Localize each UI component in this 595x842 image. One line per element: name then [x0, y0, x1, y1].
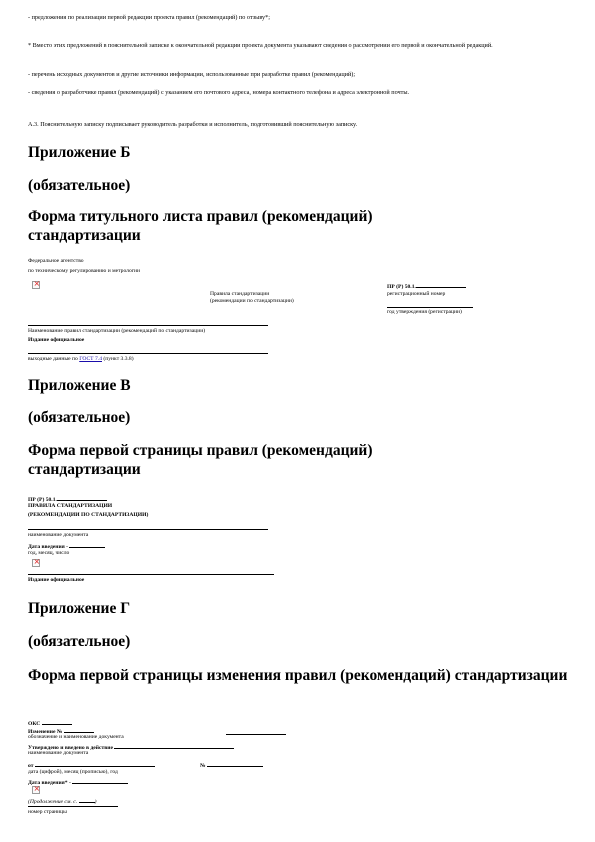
- agency-line-2: по техническому регулированию и метрологии: [28, 268, 141, 274]
- year-line: [387, 307, 473, 308]
- code-title-page: ПР (Р) 50.1.: [387, 281, 466, 291]
- year-label: год утверждения (регистрации): [387, 309, 462, 315]
- output-data: выходные данные по ГОСТ 7.4 (пункт 3.3.8): [28, 356, 134, 362]
- appendix-b-title: Приложение Б: [28, 144, 131, 161]
- paragraph-sources: - перечень исходных документов и другие источники информации, использованные при разработке правил (рекомендаций);: [28, 71, 356, 78]
- oks-label: ОКС: [28, 718, 72, 728]
- paragraph-footnote: * Вместо этих предложений в пояснительной записке к окончательной редакции проекта документа указывают сведения о рассмотрении его первой и окончательной редакций.: [28, 42, 493, 49]
- type-label-1: Правила стандартизации: [210, 291, 270, 297]
- paragraph-developer: - сведения о разработчике правил (рекомендаций) с указанием его почтового адреса, номера контактного телефона и адреса электронной почты.: [28, 89, 410, 96]
- from-label: от: [28, 760, 155, 770]
- continuation-label: (Продолжение см. с. ): [28, 796, 96, 806]
- page-no-line: [28, 806, 118, 807]
- appendix-b-heading: Форма титульного листа правил (рекомендаций) стандартизации: [28, 208, 373, 244]
- change-no-label: Изменение №: [28, 726, 94, 736]
- designation-label: обозначение и наименование документа: [28, 734, 124, 740]
- output-line: [28, 353, 268, 354]
- edition-label-b: Издание официальное: [28, 337, 85, 343]
- code-first-page: ПР (Р) 50.1.: [28, 494, 107, 504]
- change-right-line: [226, 734, 286, 735]
- paragraph-a3: А.3. Пояснительную записку подписывает руководитель разработки и исполнитель, подготовивший пояснительную записку.: [28, 121, 358, 128]
- date-parts-label: дата (цифрой), месяц (прописью), год: [28, 769, 118, 775]
- appendix-g-heading: Форма первой страницы изменения правил (рекомендаций) стандартизации: [28, 667, 568, 684]
- appendix-g-status: (обязательное): [28, 633, 131, 650]
- appendix-b-status: (обязательное): [28, 177, 131, 194]
- edition-line: [28, 574, 274, 575]
- doc-name-line: [28, 529, 268, 530]
- date-intro-label: Дата введения -: [28, 541, 105, 551]
- agency-line-1: Федеральное агентство: [28, 258, 84, 264]
- page-number-label: номер страницы: [28, 809, 67, 815]
- doc-name-label: наименование документа: [28, 532, 89, 538]
- appendix-v-heading: Форма первой страницы правил (рекомендаций) стандартизации: [28, 442, 373, 478]
- appendix-v-title: Приложение В: [28, 377, 131, 394]
- name-label: Наименование правил стандартизации (рекомендаций по стандартизации): [28, 328, 206, 334]
- date-format-label: год, месяц, число: [28, 550, 70, 556]
- type-label-2: (рекомендации по стандартизации): [210, 298, 294, 304]
- rules-title: ПРАВИЛА СТАНДАРТИЗАЦИИ: [28, 503, 113, 509]
- appendix-v-status: (обязательное): [28, 409, 131, 426]
- number-label: №: [200, 760, 263, 770]
- name-line: [28, 325, 268, 326]
- broken-image-icon: [32, 559, 40, 567]
- body-name-label: наименование документа: [28, 750, 89, 756]
- appendix-g-title: Приложение Г: [28, 600, 131, 617]
- paragraph-proposals: - предложения по реализации первой редакции проекта правил (рекомендаций) по отзыву*;: [28, 14, 270, 21]
- rules-subtitle: (РЕКОМЕНДАЦИИ ПО СТАНДАРТИЗАЦИИ): [28, 512, 149, 518]
- approved-label: Утверждено и введено в действие: [28, 742, 234, 752]
- broken-image-icon: [32, 786, 40, 794]
- gost-7-4-link[interactable]: ГОСТ 7.4: [79, 356, 102, 362]
- intro-date-label: Дата введения* -: [28, 777, 128, 787]
- edition-label-v: Издание официальное: [28, 577, 85, 583]
- broken-image-icon: [32, 281, 40, 289]
- reg-number-label: регистрационный номер: [387, 291, 446, 297]
